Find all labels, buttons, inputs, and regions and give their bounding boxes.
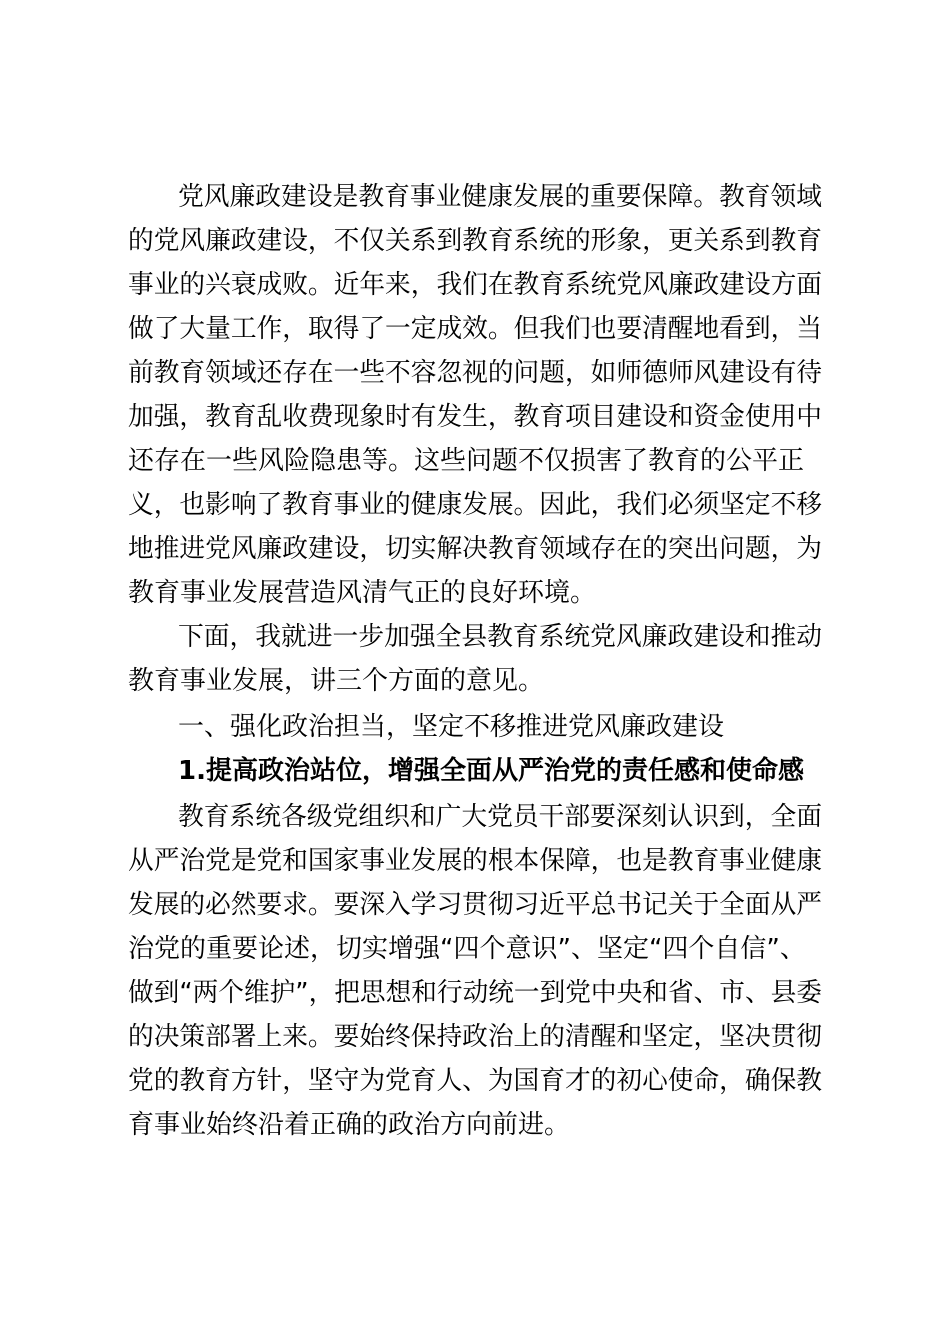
paragraph-1-line-9: 地推进党风廉政建设，切实解决教育领域存在的突出问题，为	[128, 534, 823, 564]
paragraph-2-line-1: 下面，我就进一步加强全县教育系统党风廉政建设和推动	[178, 622, 823, 652]
subsection-heading-1: 1.提高政治站位，增强全面从严治党的责任感和使命感	[178, 756, 804, 786]
paragraph-3-line-6: 的决策部署上来。要始终保持政治上的清醒和坚定，坚决贯彻	[128, 1022, 823, 1052]
paragraph-2-line-2: 教育事业发展，讲三个方面的意见。	[128, 666, 545, 696]
paragraph-3-line-4: 治党的重要论述，切实增强“四个意识”、坚定“四个自信”、	[128, 934, 806, 964]
paragraph-1-line-5: 前教育领域还存在一些不容忽视的问题，如师德师风建设有待	[128, 358, 823, 388]
paragraph-3-line-2: 从严治党是党和国家事业发展的根本保障，也是教育事业健康	[128, 846, 823, 876]
paragraph-1-line-3: 事业的兴衰成败。近年来，我们在教育系统党风廉政建设方面	[128, 270, 823, 300]
section-heading-1: 一、强化政治担当，坚定不移推进党风廉政建设	[178, 712, 725, 742]
paragraph-1-line-6: 加强，教育乱收费现象时有发生，教育项目建设和资金使用中	[128, 402, 823, 432]
paragraph-3-line-1: 教育系统各级党组织和广大党员干部要深刻认识到，全面	[178, 802, 823, 832]
paragraph-1-line-10: 教育事业发展营造风清气正的良好环境。	[128, 578, 597, 608]
paragraph-1-line-8: 义，也影响了教育事业的健康发展。因此，我们必须坚定不移	[128, 490, 823, 520]
paragraph-1-line-4: 做了大量工作，取得了一定成效。但我们也要清醒地看到，当	[128, 314, 823, 344]
paragraph-3-line-7: 党的教育方针，坚守为党育人、为国育才的初心使命，确保教	[128, 1066, 823, 1096]
paragraph-3-line-8: 育事业始终沿着正确的政治方向前进。	[128, 1110, 571, 1140]
paragraph-3-line-5: 做到“两个维护”，把思想和行动统一到党中央和省、市、县委	[128, 978, 822, 1008]
paragraph-1-line-1: 党风廉政建设是教育事业健康发展的重要保障。教育领域	[178, 182, 823, 212]
paragraph-1-line-2: 的党风廉政建设，不仅关系到教育系统的形象，更关系到教育	[128, 226, 823, 256]
paragraph-1-line-7: 还存在一些风险隐患等。这些问题不仅损害了教育的公平正	[128, 446, 805, 476]
paragraph-3-line-3: 发展的必然要求。要深入学习贯彻习近平总书记关于全面从严	[128, 890, 823, 920]
